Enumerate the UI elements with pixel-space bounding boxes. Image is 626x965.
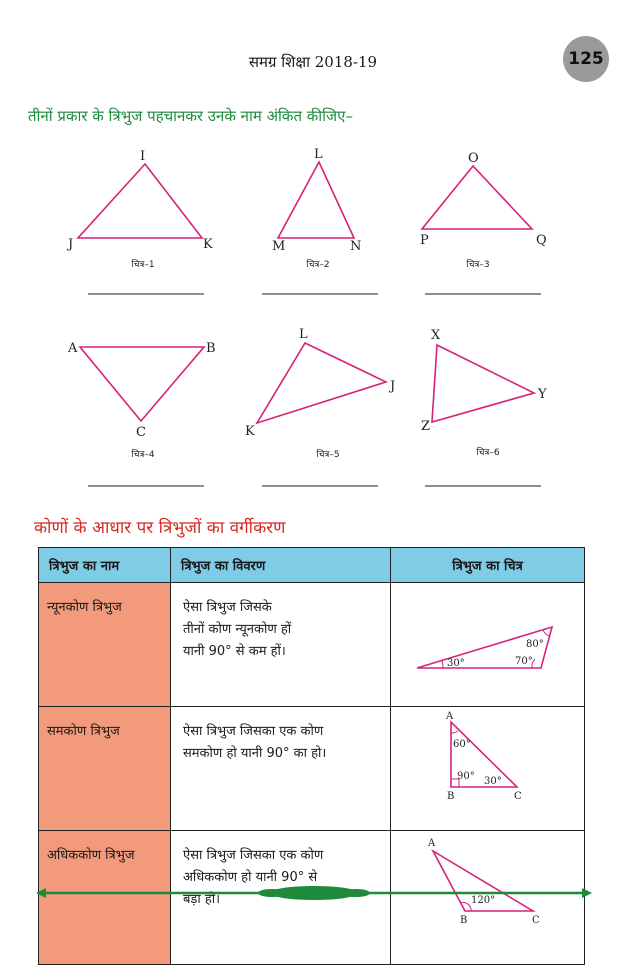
figure-caption: चित्र–4 — [131, 450, 155, 460]
vertex-label: M — [272, 239, 286, 254]
section-heading: कोणों के आधार पर त्रिभुजों का वर्गीकरण — [34, 518, 286, 538]
vertex-label: X — [431, 328, 441, 343]
triangle-description: ऐसा त्रिभुज जिसका एक कोण अधिककोण हो यानी 90° से बड़ा हो। — [171, 831, 391, 965]
table-header-row — [39, 548, 585, 583]
triangle-1 — [78, 164, 202, 238]
triangle-4 — [80, 347, 204, 421]
page-header-title: समग्र शिक्षा 2018-19 — [248, 53, 378, 71]
vertex-label: C — [532, 915, 540, 926]
vertex-label: B — [447, 791, 455, 802]
figure-caption: चित्र–6 — [476, 448, 500, 458]
exercise-instruction: तीनों प्रकार के त्रिभुज पहचानकर उनके नाम अंकित कीजिए– — [28, 107, 353, 125]
triangle-description: ऐसा त्रिभुज जिसका एक कोण समकोण हो यानी 90° का हो। — [171, 707, 391, 831]
angle-label: 120° — [471, 895, 496, 906]
acute-triangle-diagram — [391, 583, 585, 678]
vertex-label: K — [245, 424, 255, 439]
triangle-picture — [391, 583, 585, 707]
vertex-label: B — [206, 341, 216, 356]
table-row — [39, 583, 585, 707]
vertex-label: L — [299, 327, 308, 342]
figure-caption: चित्र–5 — [316, 450, 340, 460]
triangle-type-name: अधिककोण त्रिभुज — [39, 831, 171, 965]
angle-label: 70° — [515, 656, 533, 667]
vertex-label: B — [460, 915, 468, 926]
triangle-5 — [257, 343, 386, 423]
vertex-label: K — [203, 237, 213, 252]
triangle-3 — [422, 166, 532, 229]
vertex-label: A — [428, 838, 436, 849]
figure-caption: चित्र–1 — [131, 260, 155, 270]
figure-caption: चित्र–2 — [306, 260, 330, 270]
triangle-type-name: समकोण त्रिभुज — [39, 707, 171, 831]
angle-label: 30° — [484, 776, 502, 787]
right-triangle-diagram — [391, 707, 585, 802]
page-number-badge: 125 — [563, 36, 609, 82]
column-header: त्रिभुज का विवरण — [171, 548, 391, 583]
vertex-label: C — [136, 425, 146, 440]
angle-label: 60° — [453, 739, 471, 750]
vertex-label: Q — [536, 233, 547, 248]
angle-label: 90° — [457, 771, 475, 782]
vertex-label: I — [140, 149, 146, 164]
triangle-type-name: न्यूनकोण त्रिभुज — [39, 583, 171, 707]
column-header: त्रिभुज का चित्र — [391, 548, 585, 583]
vertex-label: J — [68, 237, 74, 252]
figure-caption: चित्र–3 — [466, 260, 490, 270]
vertex-label: A — [446, 711, 454, 722]
vertex-label: Y — [538, 387, 547, 402]
vertex-label: A — [68, 341, 78, 356]
angle-label: 30° — [447, 658, 465, 669]
vertex-label: N — [350, 239, 362, 254]
vertex-label: P — [420, 233, 429, 248]
triangle-picture — [391, 707, 585, 831]
decorative-divider — [36, 880, 592, 906]
vertex-label: C — [514, 791, 522, 802]
angle-label: 80° — [526, 639, 544, 650]
vertex-label: Z — [421, 419, 431, 434]
triangle-2 — [278, 162, 354, 238]
vertex-label: O — [468, 151, 479, 166]
vertex-label: L — [314, 147, 323, 162]
vertex-label: J — [390, 379, 396, 394]
triangle-description: ऐसा त्रिभुज जिसके तीनों कोण न्यूनकोण हों यानी 90° से कम हों। — [171, 583, 391, 707]
table-row — [39, 707, 585, 831]
column-header: त्रिभुज का नाम — [39, 548, 171, 583]
triangle-6 — [432, 345, 534, 422]
